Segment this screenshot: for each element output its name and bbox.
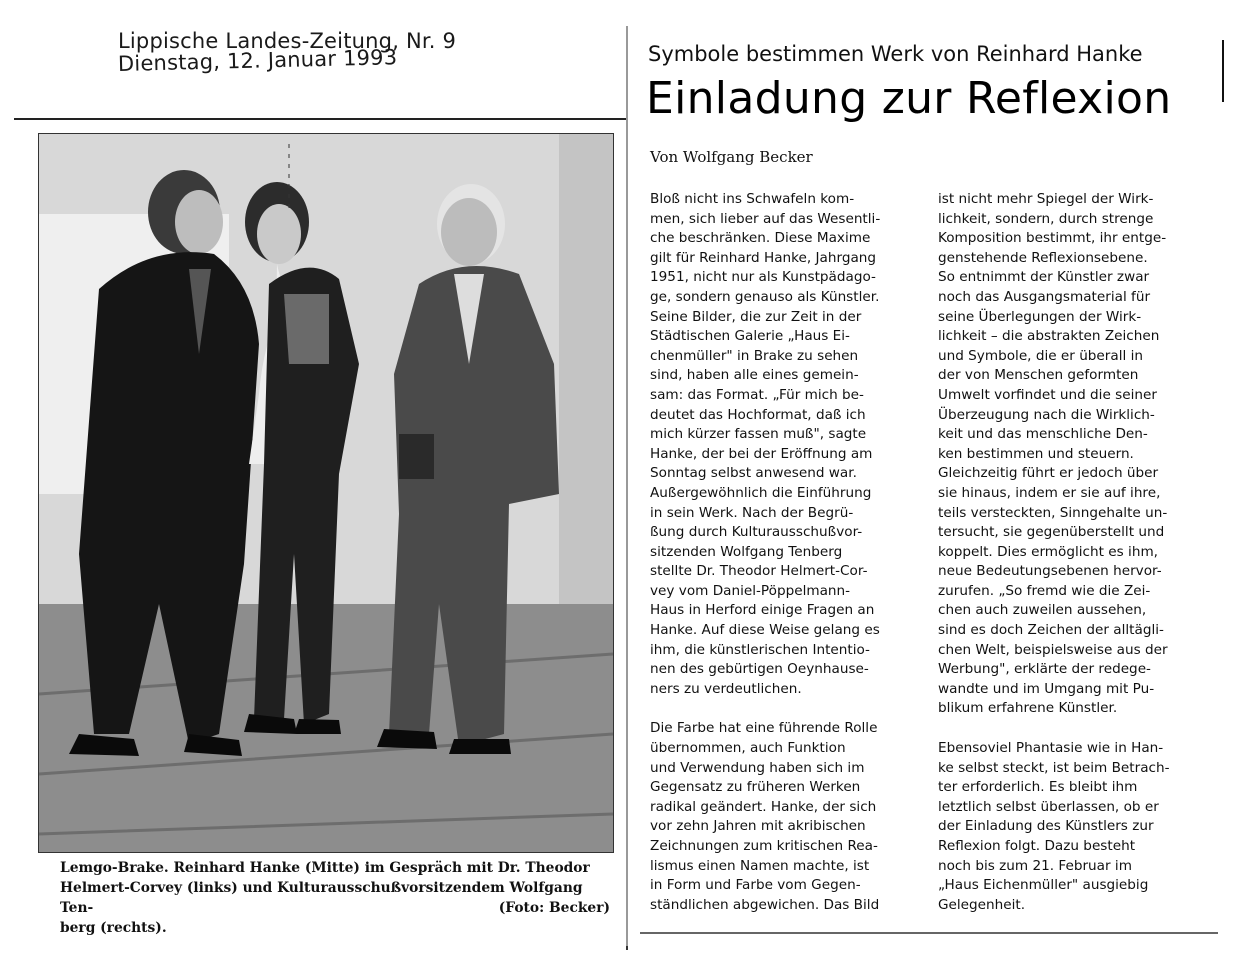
text-line: ihm, die künstlerischen Intentio- bbox=[650, 641, 870, 658]
text-line: noch bis zum 21. Februar im bbox=[938, 857, 1132, 874]
issue-date: Dienstag, 12. Januar 1993 bbox=[117, 45, 398, 76]
clipping-right-edge bbox=[1222, 40, 1224, 102]
column-2-paragraph-1 bbox=[938, 190, 1206, 719]
newspaper-masthead bbox=[118, 30, 538, 75]
text-line: Zeichnungen zum kritischen Rea- bbox=[650, 838, 878, 854]
article-column-1 bbox=[650, 190, 915, 915]
text-line: stellte Dr. Theodor Helmert-Cor- bbox=[650, 563, 868, 580]
article-headline: Einladung zur Reflexion bbox=[646, 73, 1172, 124]
text-line: lichkeit – die abstrakten Zeichen bbox=[938, 328, 1160, 345]
text-line: Umwelt vorfindet und die seiner bbox=[938, 386, 1157, 403]
text-line: sam: das Format. „Für mich be- bbox=[650, 386, 864, 403]
caption-line-2: Helmert-Corvey (links) und Kulturausschußvorsitzendem Wolfgang Ten- bbox=[60, 880, 583, 916]
text-line: wandte und im Umgang mit Pu- bbox=[938, 680, 1155, 697]
text-line: Bloß nicht ins Schwafeln kom- bbox=[650, 191, 855, 207]
text-line: che beschränken. Diese Maxime bbox=[650, 230, 871, 247]
text-line: Ebensoviel Phantasie wie in Han- bbox=[938, 740, 1164, 757]
text-line: deutet das Hochformat, daß ich bbox=[650, 406, 866, 423]
column-divider bbox=[626, 26, 628, 946]
text-line: Gegensatz zu früheren Werken bbox=[650, 779, 861, 796]
text-line: lismus einen Namen machte, ist bbox=[650, 857, 870, 874]
text-line: koppelt. Dies ermöglicht es ihm, bbox=[938, 543, 1159, 560]
text-line: blikum erfahrene Künstler. bbox=[938, 700, 1118, 717]
column-2-paragraph-2 bbox=[938, 739, 1206, 915]
text-line: und Symbole, die er überall in bbox=[938, 347, 1143, 364]
text-line: zurufen. „So fremd wie die Zei- bbox=[938, 582, 1151, 599]
text-line: chenmüller" in Brake zu sehen bbox=[650, 347, 859, 364]
text-line: ßung durch Kulturausschußvor- bbox=[650, 524, 863, 541]
text-line: sind, haben alle eines gemein- bbox=[650, 367, 859, 384]
text-line: gilt für Reinhard Hanke, Jahrgang bbox=[650, 249, 877, 266]
text-line: chen auch zuweilen aussehen, bbox=[938, 602, 1147, 619]
text-line: ners zu verdeutlichen. bbox=[650, 680, 802, 697]
column-1-paragraph-1 bbox=[650, 190, 915, 699]
column-1-paragraph-2 bbox=[650, 719, 915, 915]
photo-illustration bbox=[39, 134, 613, 852]
text-line: 1951, nicht nur als Kunstpädago- bbox=[650, 269, 876, 286]
text-line: noch das Ausgangsmaterial für bbox=[938, 288, 1151, 305]
text-line: teils versteckten, Sinngehalte un- bbox=[938, 504, 1168, 521]
text-line: Gleichzeitig führt er jedoch über bbox=[938, 465, 1159, 482]
text-line: sie hinaus, indem er sie auf ihre, bbox=[938, 484, 1161, 501]
text-line: ken bestimmen und steuern. bbox=[938, 445, 1134, 462]
news-photo bbox=[38, 133, 614, 853]
text-line: Komposition bestimmt, ihr entge- bbox=[938, 230, 1167, 247]
text-line: Außergewöhnlich die Einführung bbox=[650, 484, 872, 501]
text-line: Werbung", erklärte der redege- bbox=[938, 661, 1151, 678]
text-line: letztlich selbst überlassen, ob er bbox=[938, 798, 1159, 815]
text-line: Überzeugung nach die Wirklich- bbox=[938, 406, 1155, 423]
text-line: mich kürzer fassen muß", sagte bbox=[650, 426, 867, 443]
text-line: lichkeit, sondern, durch strenge bbox=[938, 210, 1154, 227]
text-line: Hanke, der bei der Eröffnung am bbox=[650, 445, 873, 462]
text-line: neue Bedeutungsebenen hervor- bbox=[938, 563, 1162, 580]
text-line: Städtischen Galerie „Haus Ei- bbox=[650, 328, 850, 345]
text-line: „Haus Eichenmüller" ausgiebig bbox=[938, 877, 1149, 894]
text-line: ist nicht mehr Spiegel der Wirk- bbox=[938, 191, 1154, 207]
text-line: radikal geändert. Hanke, der sich bbox=[650, 798, 877, 815]
article-column-2 bbox=[938, 190, 1206, 915]
text-line: Haus in Herford einige Fragen an bbox=[650, 602, 875, 619]
text-line: nen des gebürtigen Oeynhause- bbox=[650, 661, 869, 678]
text-line: So entnimmt der Künstler zwar bbox=[938, 269, 1150, 286]
bottom-rule bbox=[640, 932, 1218, 934]
text-line: Seine Bilder, die zur Zeit in der bbox=[650, 308, 862, 325]
text-line: Gelegenheit. bbox=[938, 896, 1026, 913]
text-line: ter erforderlich. Es bleibt ihm bbox=[938, 779, 1138, 796]
article-kicker: Symbole bestimmen Werk von Reinhard Hanke bbox=[648, 42, 1143, 66]
text-line: men, sich lieber auf das Wesentli- bbox=[650, 210, 881, 227]
newspaper-name: Lippische Landes-Zeitung, Nr. 9 bbox=[118, 29, 457, 53]
text-line: sitzenden Wolfgang Tenberg bbox=[650, 543, 843, 560]
text-line: tersucht, sie gegenüberstellt und bbox=[938, 524, 1165, 541]
text-line: Reflexion folgt. Dazu besteht bbox=[938, 838, 1136, 854]
text-line: seine Überlegungen der Wirk- bbox=[938, 308, 1142, 325]
caption-line-3: berg (rechts). bbox=[60, 920, 167, 936]
text-line: chen Welt, beispielsweise aus der bbox=[938, 641, 1168, 658]
article-byline: Von Wolfgang Becker bbox=[650, 148, 813, 166]
text-line: sind es doch Zeichen der alltägli- bbox=[938, 622, 1164, 639]
text-line: ge, sondern genauso als Künstler. bbox=[650, 288, 880, 305]
text-line: Hanke. Auf diese Weise gelang es bbox=[650, 622, 880, 639]
photo-credit: (Foto: Becker) bbox=[498, 900, 610, 916]
caption-line-1: Lemgo-Brake. Reinhard Hanke (Mitte) im Gespräch mit Dr. Theodor bbox=[60, 860, 590, 876]
text-line: keit und das menschliche Den- bbox=[938, 426, 1148, 443]
text-line: ke selbst steckt, ist beim Betrach- bbox=[938, 759, 1170, 776]
text-line: und Verwendung haben sich im bbox=[650, 759, 865, 776]
text-line: ständlichen abgewichen. Das Bild bbox=[650, 896, 880, 913]
text-line: Die Farbe hat eine führende Rolle bbox=[650, 720, 878, 737]
text-line: genstehende Reflexionsebene. bbox=[938, 249, 1148, 266]
text-line: vey vom Daniel-Pöppelmann- bbox=[650, 582, 851, 599]
text-line: in sein Werk. Nach der Begrü- bbox=[650, 504, 854, 521]
photo-caption bbox=[60, 858, 620, 938]
text-line: vor zehn Jahren mit akribischen bbox=[650, 818, 866, 835]
text-line: der Einladung des Künstlers zur bbox=[938, 818, 1154, 835]
text-line: der von Menschen geformten bbox=[938, 367, 1139, 384]
text-line: in Form und Farbe vom Gegen- bbox=[650, 877, 861, 894]
text-line: Sonntag selbst anwesend war. bbox=[650, 465, 857, 482]
text-line: übernommen, auch Funktion bbox=[650, 740, 846, 757]
